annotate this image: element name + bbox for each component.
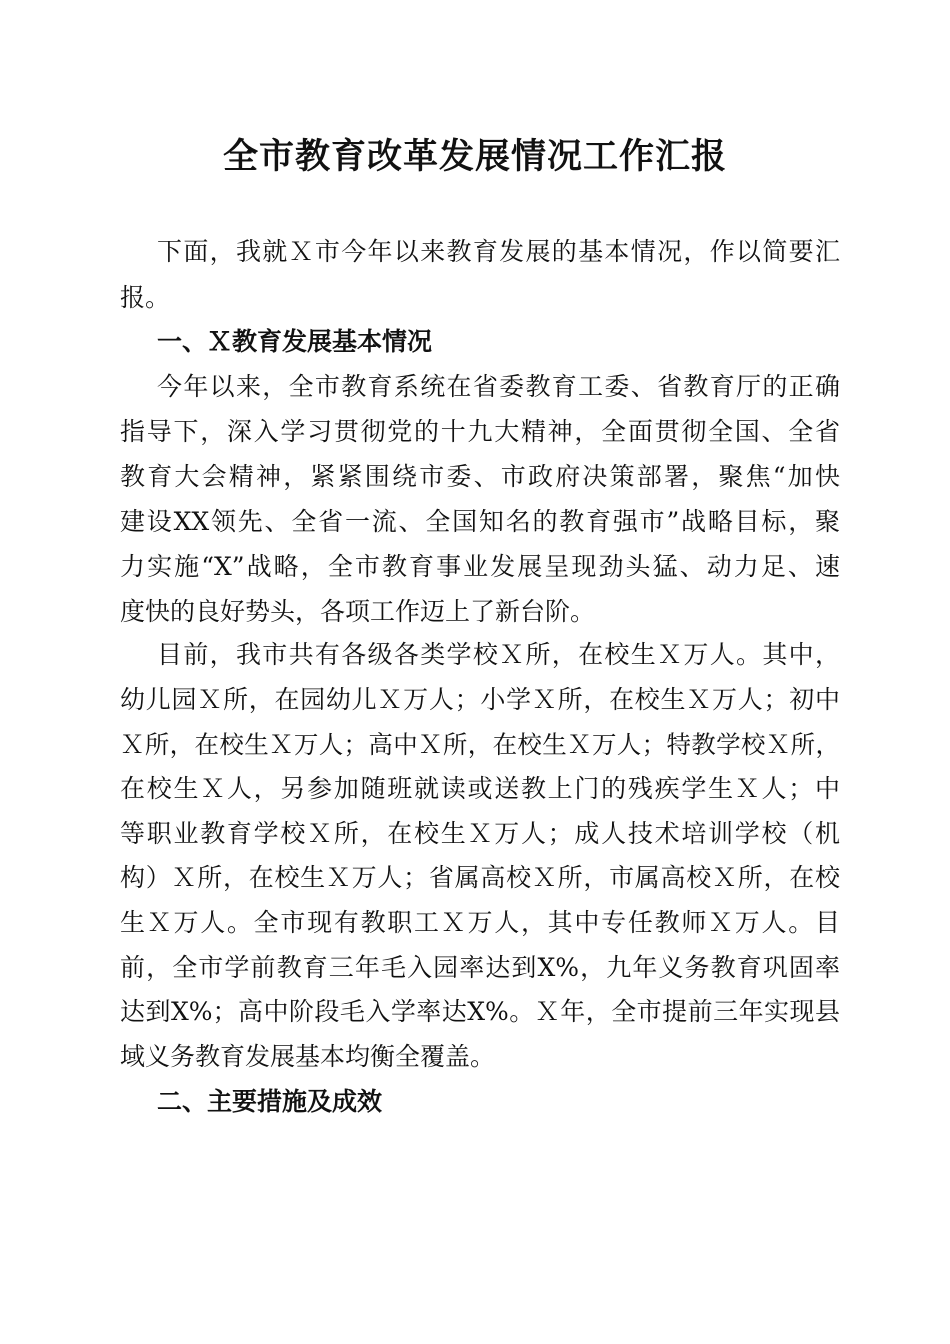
paragraph-line: 今年以来，全市教育系统在省委教育工委、省教育厅的正确 <box>157 372 840 401</box>
paragraph-line: 目前，我市共有各级各类学校Ｘ所，在校生Ｘ万人。其中， <box>157 640 840 669</box>
paragraph-line: 在校生Ｘ人，另参加随班就读或送教上门的残疾学生Ｘ人；中 <box>120 774 840 803</box>
section-heading: 二、主要措施及成效 <box>157 1087 383 1116</box>
paragraph-line: 域义务教育发展基本均衡全覆盖。 <box>120 1042 496 1071</box>
intro-line: 报。 <box>120 283 171 312</box>
document-title: 全市教育改革发展情况工作汇报 <box>222 136 727 177</box>
paragraph-line: 指导下，深入学习贯彻党的十九大精神，全面贯彻全国、全省 <box>120 417 840 446</box>
paragraph-line: 达到X%；高中阶段毛入学率达X%。Ｘ年，全市提前三年实现县 <box>120 997 840 1026</box>
section-heading: 一、Ｘ教育发展基本情况 <box>157 327 433 356</box>
paragraph-line: 教育大会精神，紧紧围绕市委、市政府决策部署，聚焦“加快 <box>120 462 840 491</box>
paragraph-line: 幼儿园Ｘ所，在园幼儿Ｘ万人；小学Ｘ所，在校生Ｘ万人；初中 <box>120 685 840 714</box>
paragraph-line: 等职业教育学校Ｘ所，在校生Ｘ万人；成人技术培训学校（机 <box>120 819 840 848</box>
paragraph-line: 建设XX领先、全省一流、全国知名的教育强市”战略目标，聚 <box>120 507 840 536</box>
paragraph-line: 生Ｘ万人。全市现有教职工Ｘ万人，其中专任教师Ｘ万人。目 <box>120 908 840 937</box>
paragraph-line: 度快的良好势头，各项工作迈上了新台阶。 <box>120 597 596 626</box>
paragraph-line: Ｘ所，在校生Ｘ万人；高中Ｘ所，在校生Ｘ万人；特教学校Ｘ所， <box>120 730 840 759</box>
paragraph-line: 构）Ｘ所，在校生Ｘ万人；省属高校Ｘ所，市属高校Ｘ所，在校 <box>120 863 840 892</box>
intro-line: 下面，我就Ｘ市今年以来教育发展的基本情况，作以简要汇 <box>157 237 840 266</box>
paragraph-line: 力实施“X”战略，全市教育事业发展呈现劲头猛、动力足、速 <box>120 552 840 581</box>
paragraph-line: 前，全市学前教育三年毛入园率达到X%，九年义务教育巩固率 <box>120 953 840 982</box>
